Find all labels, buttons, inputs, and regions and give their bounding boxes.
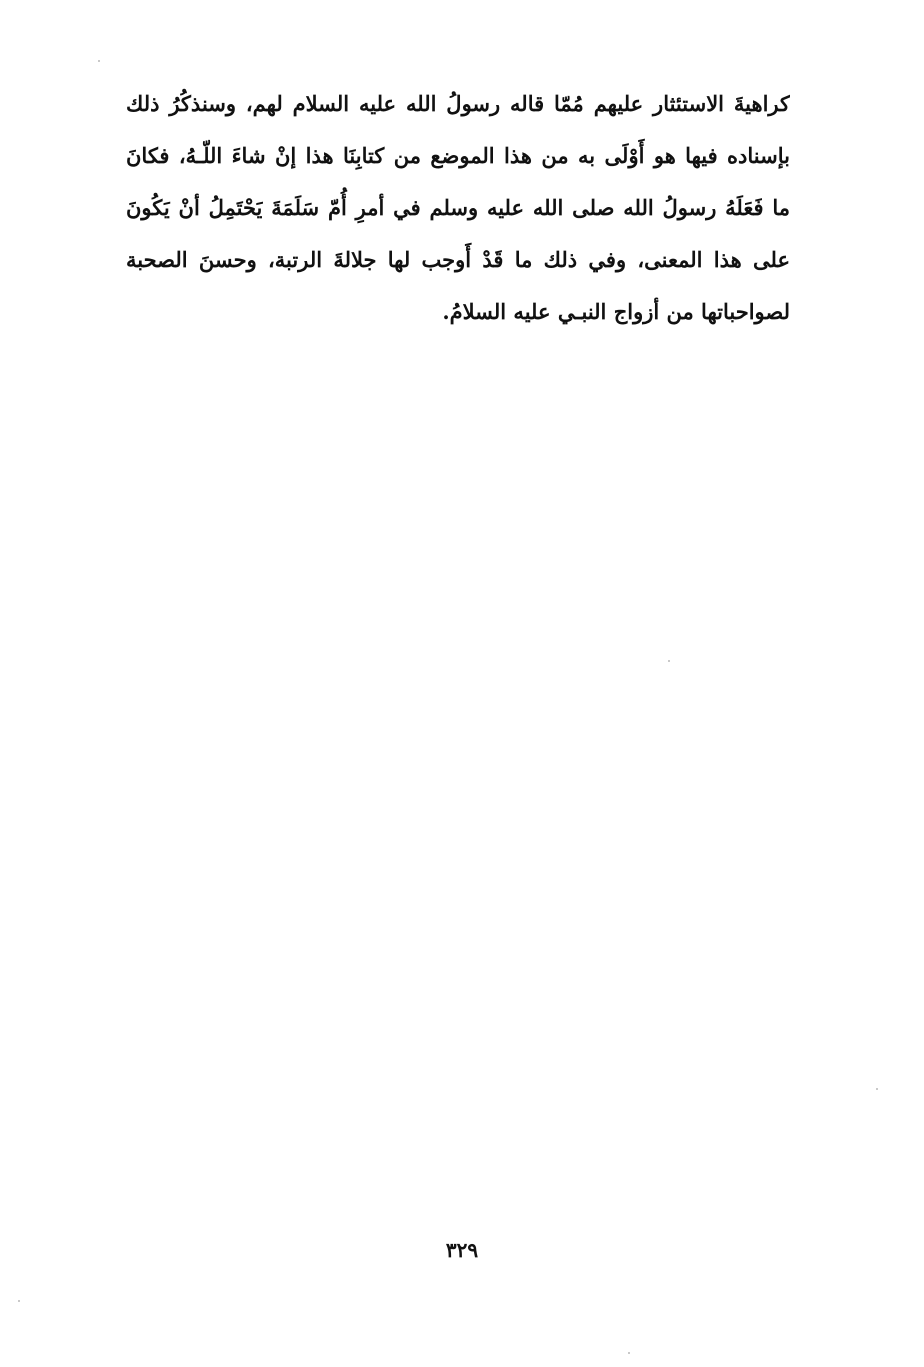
- text-line: بإسناده فيها هو أَوْلَى به من هذا الموضع من كتابِنَا هذا إنْ شاءَ اللّـهُ، فكانَ: [126, 143, 790, 168]
- scan-speck: [668, 660, 670, 662]
- text-line: كراهيةَ الاستئثار عليهم مُمّا قاله رسولُ الله عليه السلام لهم، وسنذكُرُ ذلك: [126, 91, 790, 116]
- scan-speck: [628, 1352, 630, 1354]
- text-line: ما فَعَلَهُ رسولُ الله صلى الله عليه وسلم في أمرِ أُمّ سَلَمَةَ يَحْتَمِلُ أنْ يَكُونَ: [126, 195, 790, 220]
- scan-speck: [876, 1088, 878, 1090]
- page-number: ٣٢٩: [445, 1238, 479, 1262]
- scan-speck: [98, 60, 100, 62]
- text-line: على هذا المعنى، وفي ذلك ما قَدْ أَوجب لها جلالةَ الرتبة، وحسنَ الصحبة: [126, 247, 790, 272]
- scan-speck: [18, 1300, 20, 1302]
- text-line-last: لصواحباتها من أزواج النبـي عليه السلامُ.: [442, 299, 790, 324]
- body-text: [126, 78, 790, 338]
